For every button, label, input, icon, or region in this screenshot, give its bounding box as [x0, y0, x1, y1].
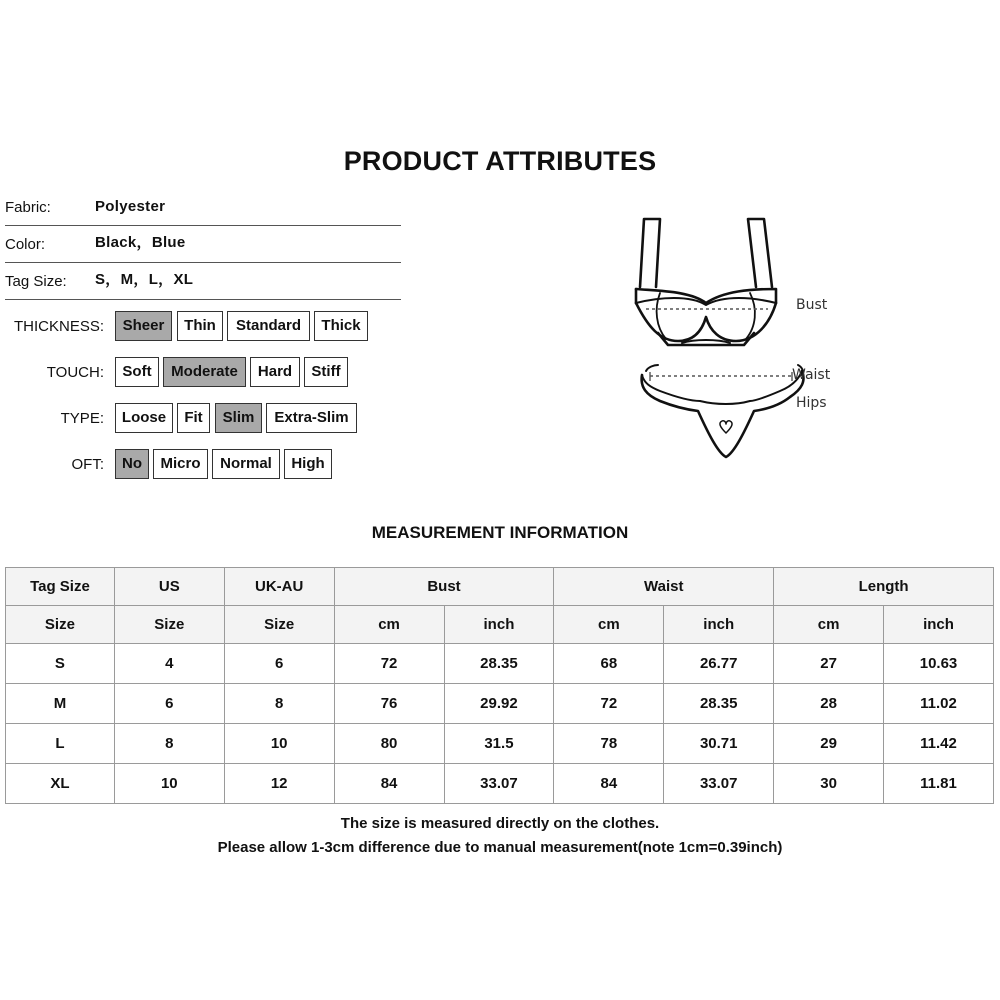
option-label: TYPE:	[60, 410, 104, 427]
note-line-2: Please allow 1-3cm difference due to manual measurement(note 1cm=0.39inch)	[217, 839, 783, 856]
note-line-1: The size is measured directly on the clothes.	[340, 815, 660, 832]
table-cell: 84	[334, 764, 444, 804]
table-cell: 8	[224, 684, 334, 724]
table-cell: 12	[224, 764, 334, 804]
header-cell: Tag Size	[6, 568, 115, 606]
choice-no: No	[115, 449, 149, 479]
choice-loose: Loose	[115, 403, 173, 433]
attr-value: Black，Blue	[95, 234, 186, 251]
table-header-row	[6, 568, 994, 606]
table-cell: S	[6, 644, 115, 684]
choice-normal: Normal	[212, 449, 280, 479]
table-cell: 11.02	[884, 684, 994, 724]
table-cell: 27	[774, 644, 884, 684]
hips-label: Hips	[796, 395, 827, 411]
choice-thick: Thick	[314, 311, 368, 341]
table-cell: 33.07	[664, 764, 774, 804]
header-cell: inch	[444, 606, 554, 644]
choice-high: High	[284, 449, 332, 479]
bikini-illustration-icon	[620, 205, 870, 475]
choice-sheer: Sheer	[115, 311, 172, 341]
choice-soft: Soft	[115, 357, 159, 387]
header-cell: UK-AU	[224, 568, 334, 606]
table-cell: 4	[114, 644, 224, 684]
choice-stiff: Stiff	[304, 357, 348, 387]
table-cell: 11.42	[884, 724, 994, 764]
table-cell: 29.92	[444, 684, 554, 724]
table-cell: 68	[554, 644, 664, 684]
table-cell: 10	[114, 764, 224, 804]
table-cell: 84	[554, 764, 664, 804]
waist-label: Waist	[792, 367, 831, 383]
attr-label: Tag Size:	[5, 273, 67, 290]
header-cell: cm	[554, 606, 664, 644]
choice-fit: Fit	[177, 403, 210, 433]
bust-label: Bust	[796, 297, 828, 313]
table-cell: 30	[774, 764, 884, 804]
garment-diagram	[620, 205, 870, 475]
table-cell: 76	[334, 684, 444, 724]
table-row	[6, 724, 994, 764]
header-cell: Size	[224, 606, 334, 644]
table-cell: 6	[224, 644, 334, 684]
table-cell: XL	[6, 764, 115, 804]
table-cell: 72	[554, 684, 664, 724]
attr-color	[5, 226, 401, 263]
option-label: OFT:	[71, 456, 104, 473]
table-cell: L	[6, 724, 115, 764]
table-cell: 28.35	[444, 644, 554, 684]
table-row	[6, 764, 994, 804]
choice-slim: Slim	[215, 403, 262, 433]
option-label: TOUCH:	[46, 364, 104, 381]
choice-hard: Hard	[250, 357, 300, 387]
table-cell: 10	[224, 724, 334, 764]
choice-moderate: Moderate	[163, 357, 246, 387]
page-title: PRODUCT ATTRIBUTES	[343, 146, 657, 176]
table-cell: 78	[554, 724, 664, 764]
table-cell: 8	[114, 724, 224, 764]
table-cell: 80	[334, 724, 444, 764]
table-subheader-row	[6, 606, 994, 644]
table-cell: 11.81	[884, 764, 994, 804]
choice-standard: Standard	[227, 311, 310, 341]
measurement-title: MEASUREMENT INFORMATION	[371, 523, 629, 542]
header-cell: cm	[774, 606, 884, 644]
header-cell: Size	[6, 606, 115, 644]
choice-extra-slim: Extra-Slim	[266, 403, 357, 433]
table-cell: 33.07	[444, 764, 554, 804]
table-cell: 10.63	[884, 644, 994, 684]
table-cell: 29	[774, 724, 884, 764]
table-cell: 28	[774, 684, 884, 724]
header-cell: inch	[884, 606, 994, 644]
table-cell: 6	[114, 684, 224, 724]
attr-label: Fabric:	[5, 199, 51, 216]
table-cell: 72	[334, 644, 444, 684]
choice-thin: Thin	[177, 311, 223, 341]
header-cell: cm	[334, 606, 444, 644]
attr-fabric	[5, 189, 401, 226]
attr-label: Color:	[5, 236, 46, 253]
header-cell: Length	[774, 568, 994, 606]
table-cell: M	[6, 684, 115, 724]
option-label: THICKNESS:	[13, 318, 104, 335]
table-cell: 31.5	[444, 724, 554, 764]
table-cell: 30.71	[664, 724, 774, 764]
header-cell: Waist	[554, 568, 774, 606]
table-cell: 26.77	[664, 644, 774, 684]
header-cell: Size	[114, 606, 224, 644]
choice-micro: Micro	[153, 449, 208, 479]
measurement-table	[5, 567, 994, 804]
table-row	[6, 644, 994, 684]
attr-value: Polyester	[95, 198, 166, 215]
table-row	[6, 684, 994, 724]
table-cell: 28.35	[664, 684, 774, 724]
attr-tag-size	[5, 263, 401, 300]
header-cell: Bust	[334, 568, 554, 606]
attr-value: S，M，L，XL	[95, 271, 194, 288]
header-cell: US	[114, 568, 224, 606]
header-cell: inch	[664, 606, 774, 644]
